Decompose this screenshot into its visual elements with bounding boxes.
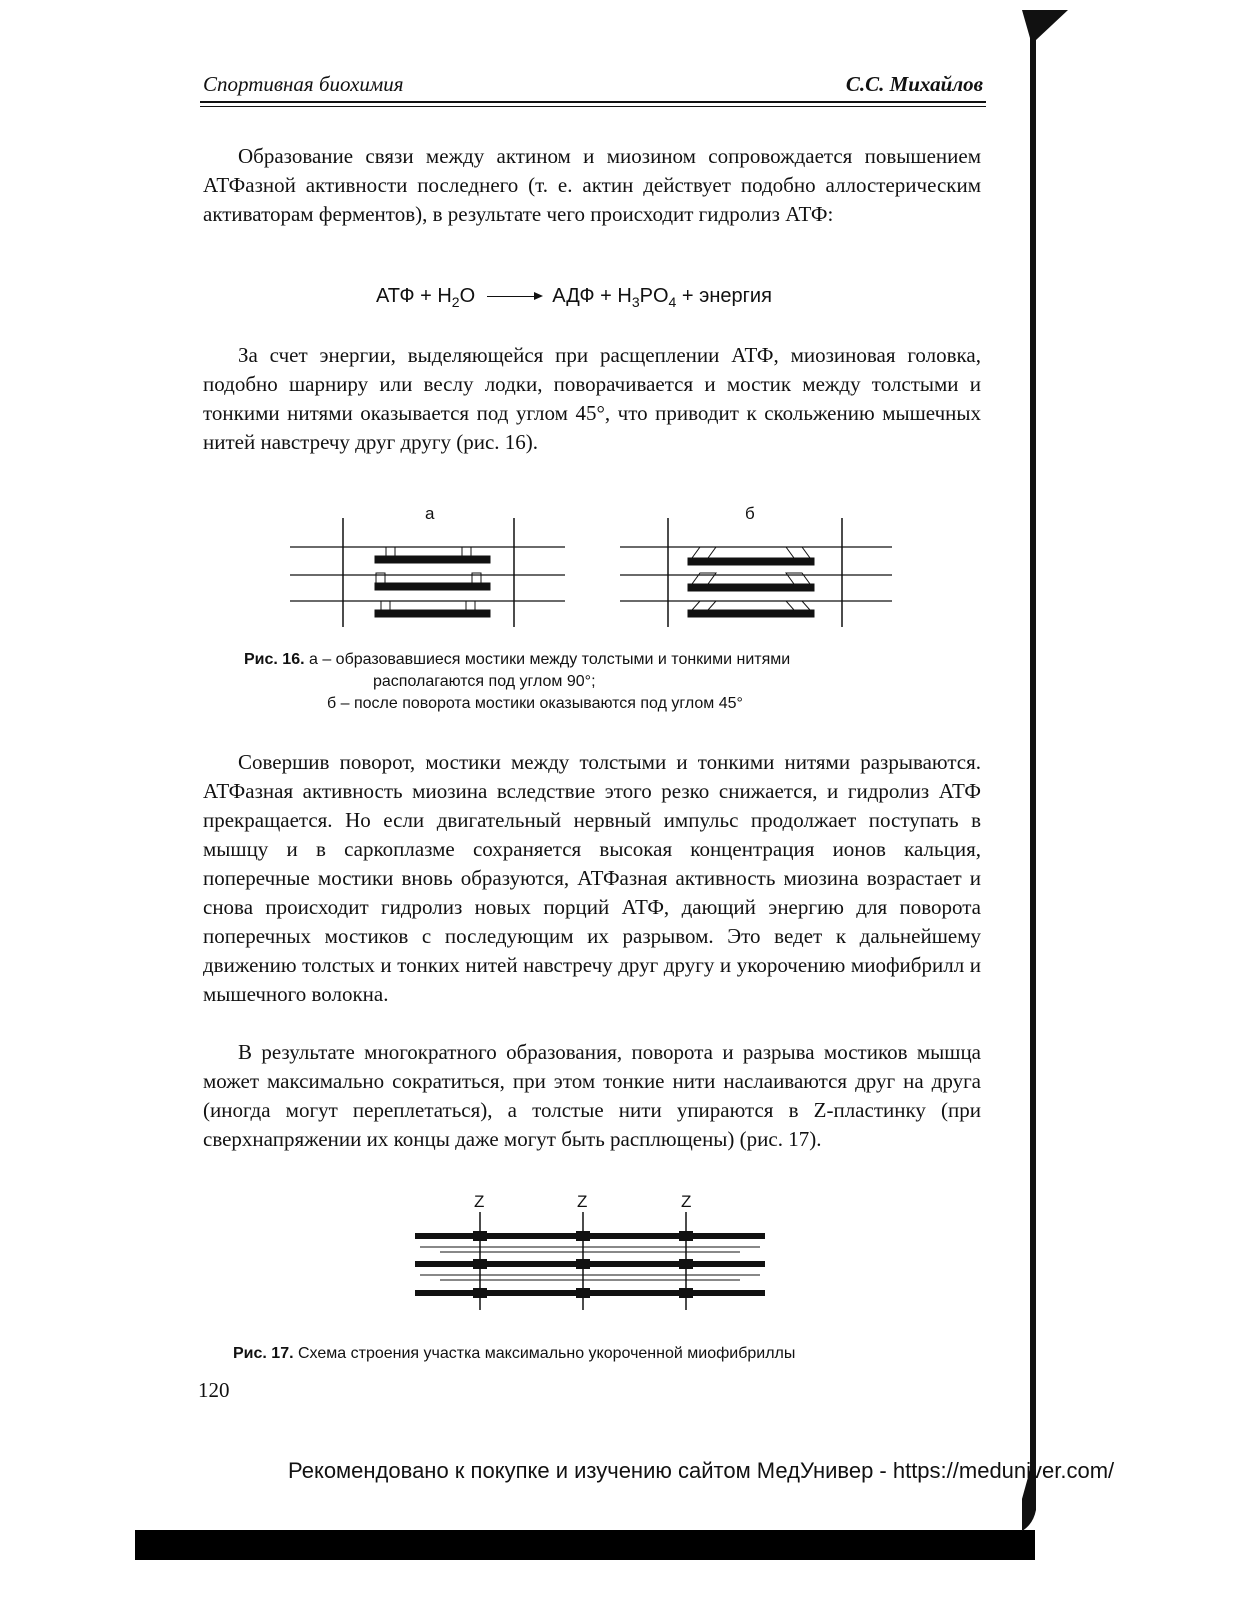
header-rule (200, 101, 986, 103)
paragraph-1: Образование связи между актином и миозином сопровождается повышением АТФазной активности последнего (т. е. актин действует подобно аллостерическим активаторам ферментов), в результате чего происходит гидролиз АТФ: (203, 144, 981, 226)
scan-edge-bar (135, 1530, 1035, 1560)
page-number: 120 (198, 1378, 230, 1402)
footer-recommendation: Рекомендовано к покупке и изучению сайтом МедУнивер - https://meduniver.com/ (288, 1458, 1115, 1483)
reaction-arrow-icon (487, 296, 541, 297)
figure-16-label-a: а (425, 504, 435, 523)
paragraph-2: За счет энергии, выделяющейся при расщеплении АТФ, миозиновая головка, подобно шарниру или веслу лодки, поворачивается и мостик между толстыми и тонкими нитями оказывается под углом 45°, что приводит к скольжению мышечных нитей навстречу друг другу (рис. 16). (203, 343, 981, 454)
figure-16-label-b: б (745, 504, 755, 523)
book-title: Спортивная биохимия (203, 72, 404, 96)
equation-left: АТФ + $H_2O$ (376, 285, 476, 310)
header-rule-thin (200, 106, 986, 107)
atp-hydrolysis-equation (376, 285, 772, 310)
figure-16-diagram (280, 515, 900, 635)
figure-16-caption: Рис. 16. а – образовавшиеся мостики между толстыми и тонкими нитями располагаются под углом 90°; б – после поворота мостики оказываются под углом 45° (244, 651, 791, 712)
z-label-2: Z (577, 1192, 588, 1211)
figure-17-diagram (410, 1212, 770, 1312)
figure-17-caption: Рис. 17. Схема строения участка максимально укороченной миофибриллы (233, 1345, 796, 1362)
z-label-3: Z (681, 1192, 692, 1211)
scan-edge-marks (1022, 10, 1082, 1570)
paragraph-4: В результате многократного образования, поворота и разрыва мостиков мышца может максимально сократиться, при этом тонкие нити наслаиваются друг на друга (иногда могут переплетаться), а толстые нити упираются в Z-пластинку (при сверхнапряжении их концы даже могут быть расплющены) (рис. 17). (203, 1040, 981, 1151)
author-name: С.С. Михайлов (845, 72, 983, 96)
equation-right: АДФ + $H_3PO_4$ + энергия (552, 285, 772, 310)
panel-b (620, 518, 892, 627)
panel-a (290, 518, 565, 627)
z-label-1: Z (474, 1192, 485, 1211)
paragraph-3: Совершив поворот, мостики между толстыми и тонкими нитями разрываются. АТФазная активность миозина вследствие этого резко снижается, и гидролиз АТФ прекращается. Но если двигательный нервный импульс продолжает поступать в мышцу и в саркоплазме сохраняется высокая концентрация ионов кальция, поперечные мостики вновь образуются, АТФазная активность миозина возрастает и снова происходит гидролиз новых порций АТФ, дающий энергию для поворота поперечных мостиков с последующим их разрывом. Это ведет к дальнейшему движению толстых и тонких нитей навстречу друг другу и укорочению миофибрилл и мышечного волокна. (203, 750, 981, 1006)
